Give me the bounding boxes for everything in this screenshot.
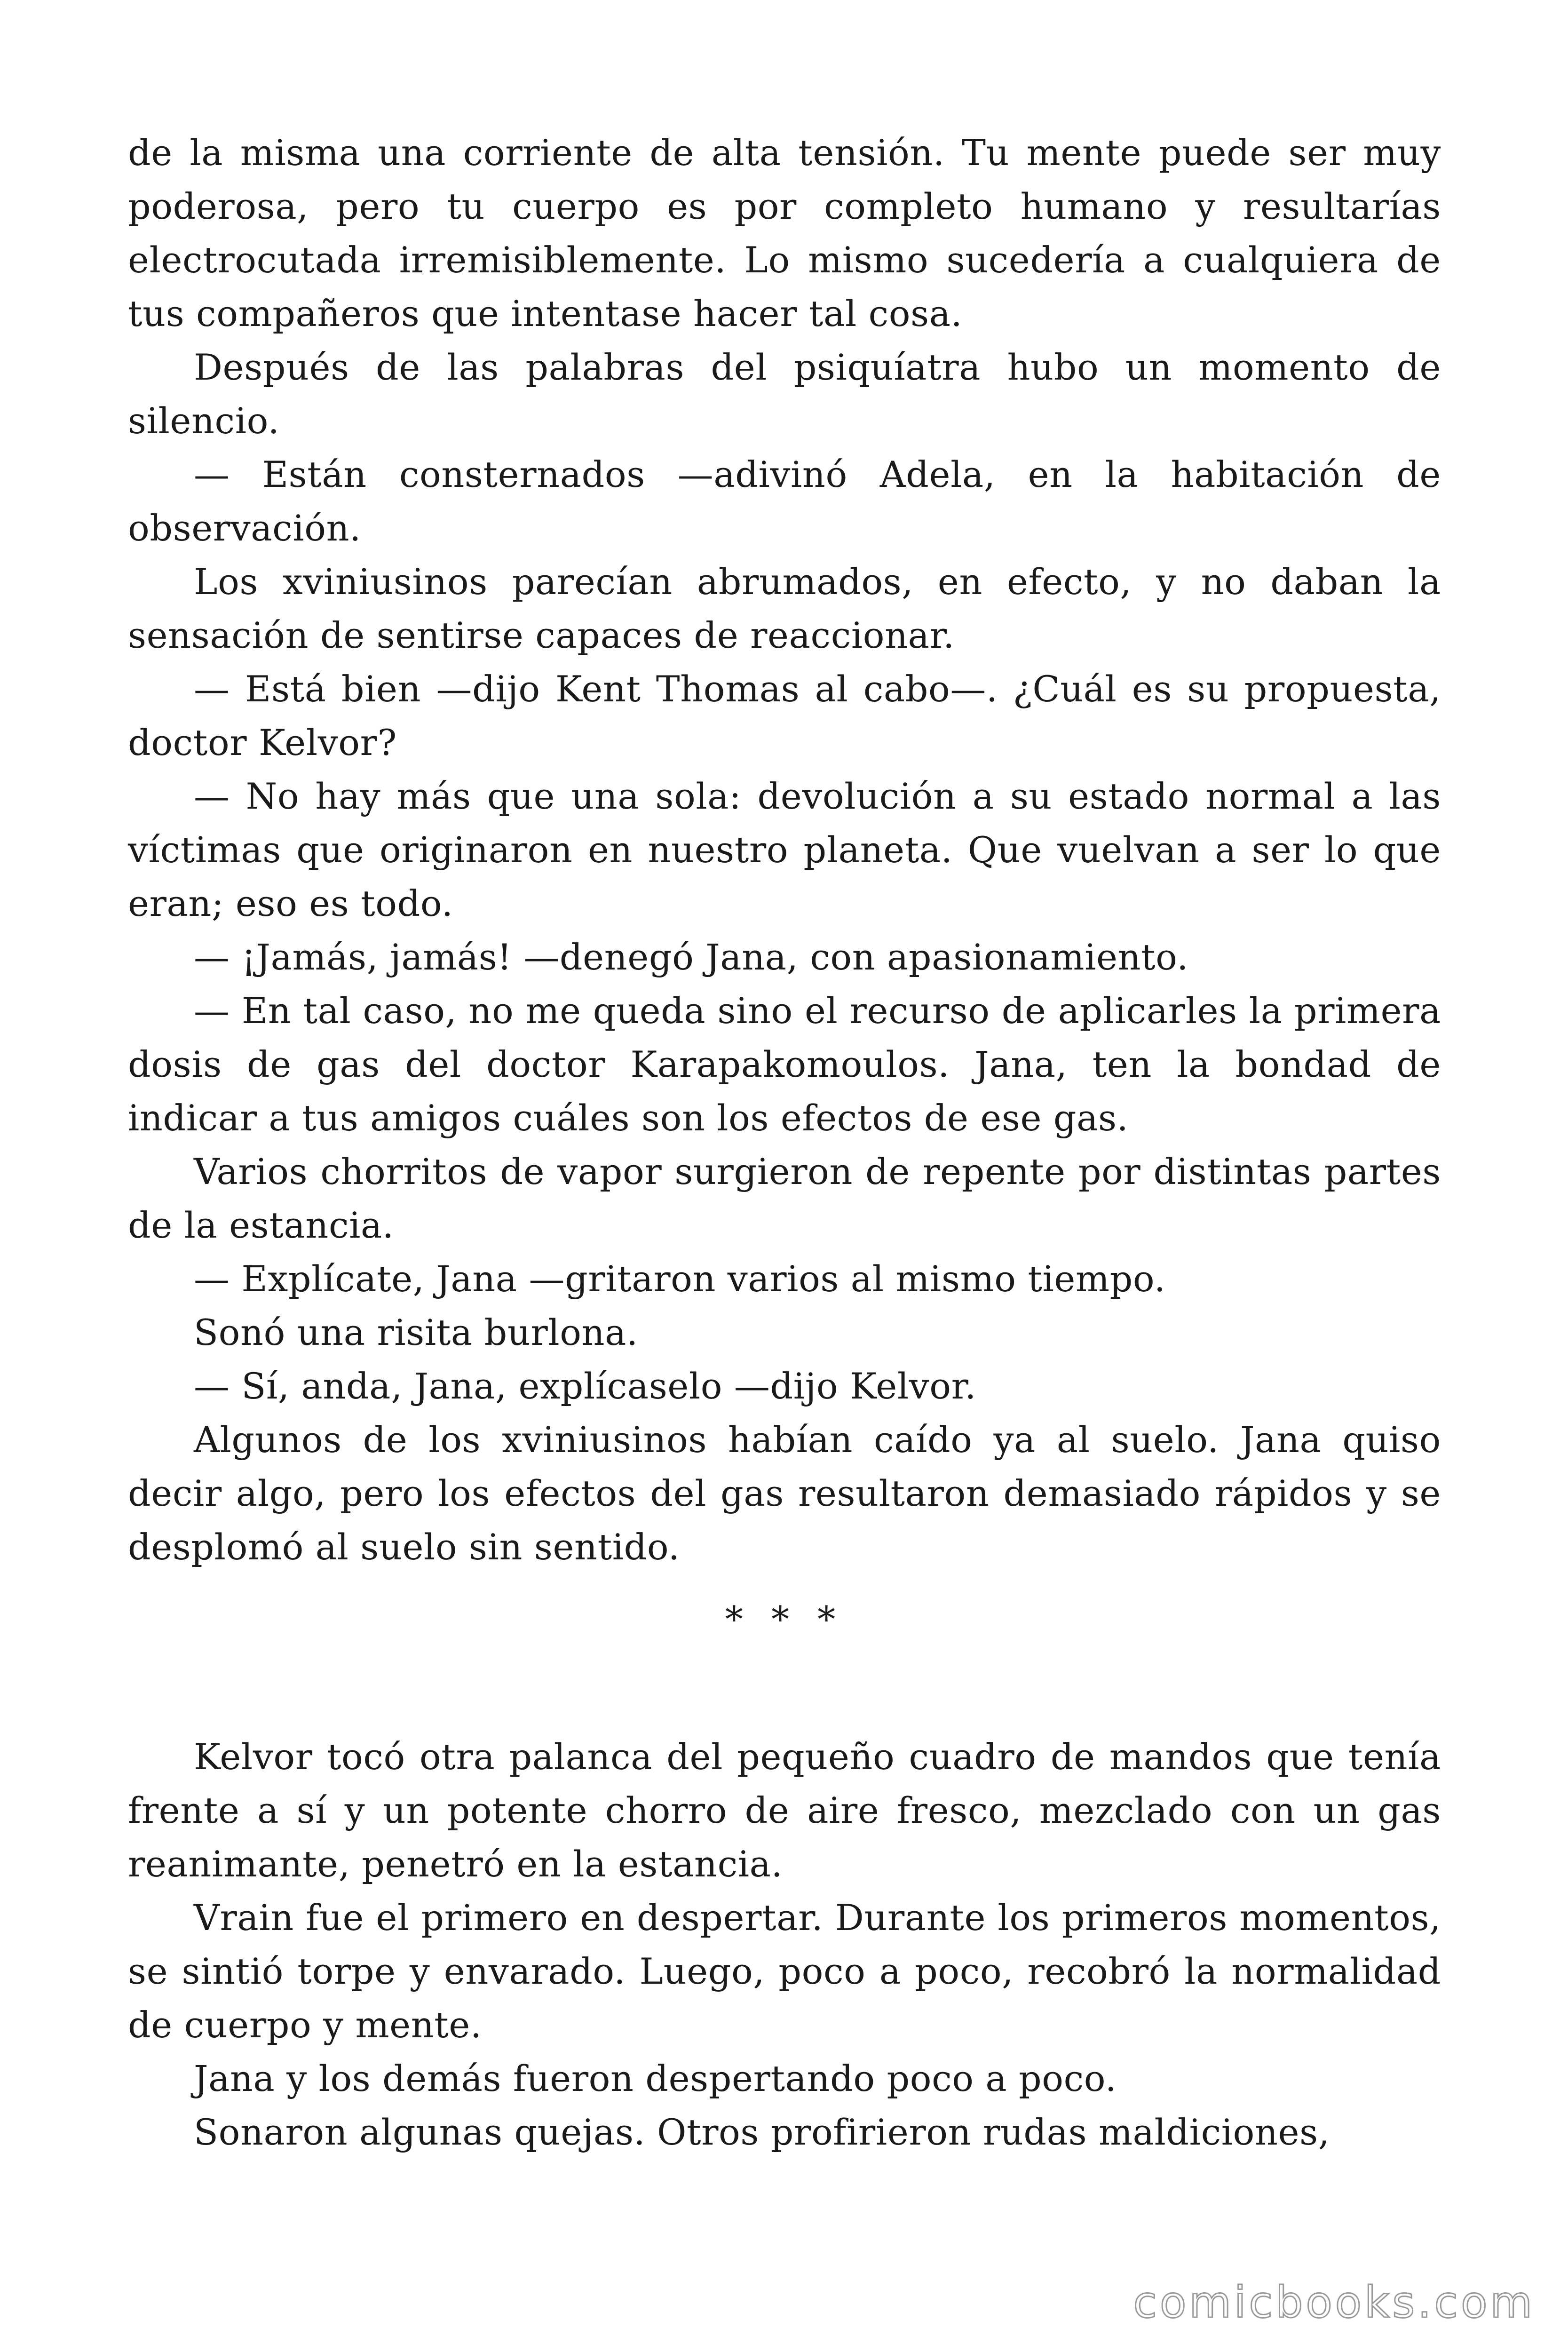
book-page-text — [128, 126, 1441, 2159]
dialogue-paragraph: — Está bien —dijo Kent Thomas al cabo—. ¿Cuál es su propuesta, doctor Kelvor? — [128, 668, 1441, 763]
paragraph: Kelvor tocó otra palanca del pequeño cuadro de mandos que tenía frente a sí y un potente chorro de aire fresco, mezclado con un gas reanimante, penetró en la estancia. — [128, 1736, 1441, 1885]
paragraph: Sonó una risita burlona. — [194, 1311, 638, 1353]
paragraph: Algunos de los xviniusinos habían caído ya al suelo. Jana quiso decir algo, pero los efectos del gas resultaron demasiado rápidos y se desplomó al suelo sin sentido. — [128, 1419, 1441, 1568]
paragraph: Varios chorritos de vapor surgieron de repente por distintas partes de la estancia. — [128, 1151, 1441, 1246]
paragraph: Sonaron algunas quejas. Otros profirieron rudas maldiciones, — [194, 2111, 1330, 2153]
paragraph: Los xviniusinos parecían abrumados, en efecto, y no daban la sensación de sentirse capaces de reaccionar. — [128, 561, 1441, 656]
dialogue-paragraph: — Explícate, Jana —gritaron varios al mismo tiempo. — [194, 1258, 1166, 1300]
dialogue-paragraph: — Están consternados —adivinó Adela, en la habitación de observación. — [128, 453, 1441, 549]
dialogue-paragraph: — Sí, anda, Jana, explícaselo —dijo Kelvor. — [194, 1365, 976, 1407]
dialogue-paragraph: — ¡Jamás, jamás! —denegó Jana, con apasionamiento. — [194, 936, 1189, 978]
paragraph: Después de las palabras del psiquíatra hubo un momento de silencio. — [128, 346, 1441, 442]
paragraph: de la misma una corriente de alta tensión. Tu mente puede ser muy poderosa, pero tu cuerpo es por completo humano y resultarías electrocutada irremisiblemente. Lo mismo sucedería a cualquiera de tus compañeros que intentase hacer tal cosa. — [128, 132, 1441, 334]
paragraph: Jana y los demás fueron despertando poco a poco. — [194, 2058, 1117, 2099]
watermark-logo: comicbooks.com — [1133, 2277, 1535, 2328]
section-separator: * * * — [725, 1598, 844, 1640]
dialogue-paragraph: — En tal caso, no me queda sino el recurso de aplicarles la primera dosis de gas del doctor Karapakomoulos. Jana, ten la bondad de indicar a tus amigos cuáles son los efectos de ese gas. — [128, 990, 1441, 1139]
dialogue-paragraph: — No hay más que una sola: devolución a su estado normal a las víctimas que originaron en nuestro planeta. Que vuelvan a ser lo que eran; eso es todo. — [128, 775, 1441, 924]
paragraph: Vrain fue el primero en despertar. Durante los primeros momentos, se sintió torpe y envarado. Luego, poco a poco, recobró la normalidad de cuerpo y mente. — [128, 1897, 1441, 2046]
